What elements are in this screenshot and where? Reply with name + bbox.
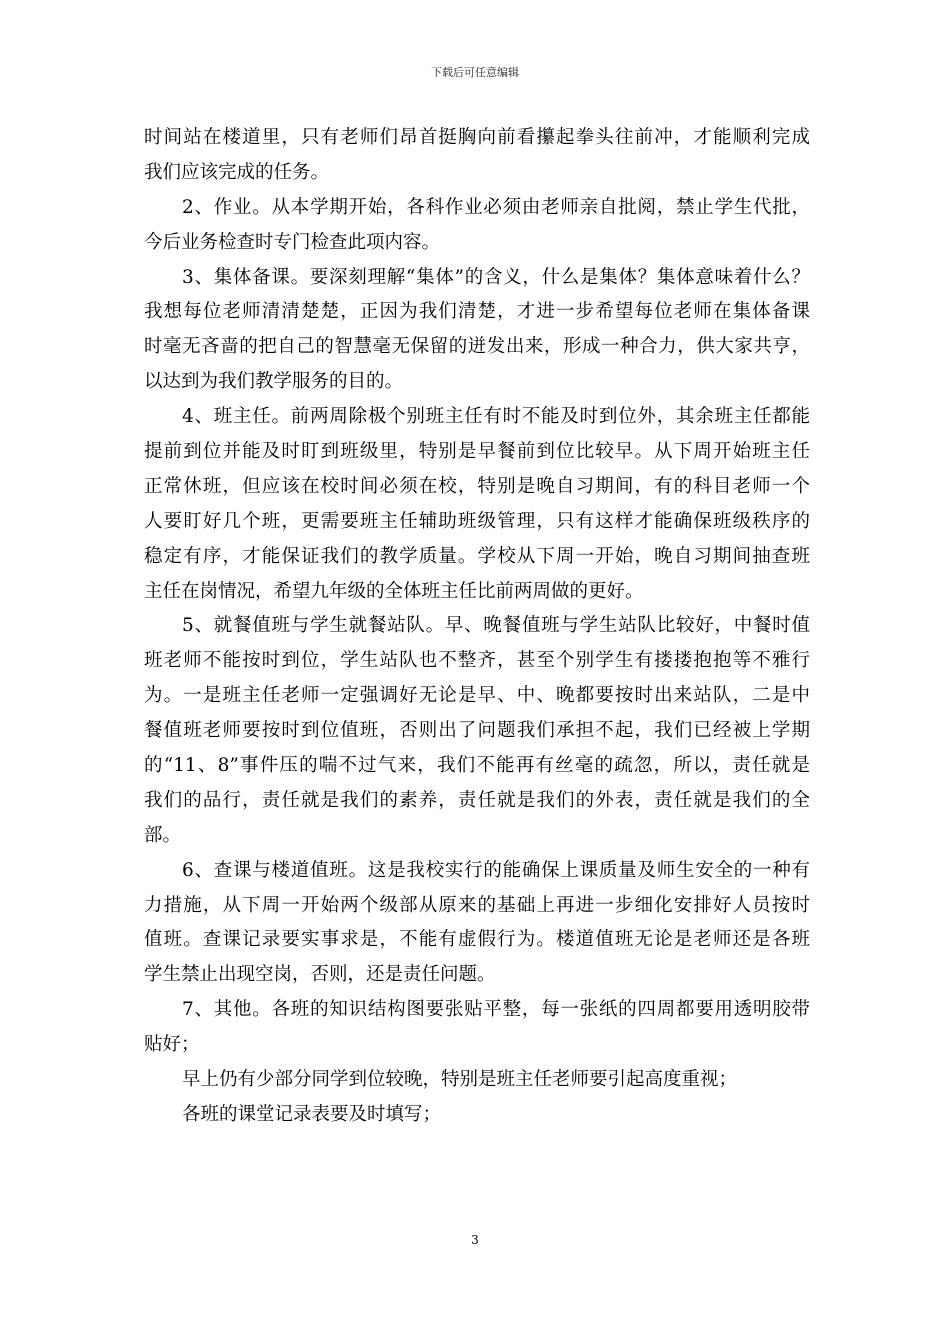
text-line: 时间站在楼道里，只有老师们昂首挺胸向前看攥起拳头往前冲，才能顺利完成 [144,127,810,148]
text-line: 力措施，从下周一开始两个级部从原来的基础上再进一步细化安排好人员按时 [144,894,810,916]
document-body [144,121,810,1133]
text-line: 7、其他。各班的知识结构图要张贴平整，每一张纸的四周都要用透明胶带 [182,999,810,1021]
text-line: 6、查课与楼道值班。这是我校实行的能确保上课质量及师生安全的一种有 [182,859,810,881]
text-line: 早上仍有少部分同学到位较晚，特别是班主任老师要引起高度重视； [182,1069,738,1091]
text-line: 5、就餐值班与学生就餐站队。早、晚餐值班与学生站队比较好，中餐时值 [182,615,810,637]
paragraph [144,609,810,853]
text-line: 我们应该完成的任务。 [144,161,330,183]
text-line: 我们的品行，责任就是我们的素养，责任就是我们的外表，责任就是我们的全 [144,789,810,811]
text-line: 主任在岗情况，希望九年级的全体班主任比前两周做的更好。 [144,580,644,602]
text-line: 贴好； [144,1034,200,1056]
text-line: 的“11、8”事件压的喘不过气来，我们不能再有丝毫的疏忽，所以，责任就是 [144,755,810,777]
text-line: 各班的课堂记录表要及时填写； [182,1103,442,1125]
text-line: 4、班主任。前两周除极个别班主任有时不能及时到位外，其余班主任都能 [182,406,810,428]
paragraph [144,1098,810,1133]
text-line: 部。 [144,824,182,846]
text-line: 以达到为我们教学服务的目的。 [144,371,404,393]
paragraph [144,191,810,261]
paragraph [144,993,810,1063]
text-line: 提前到位并能及时盯到班级里，特别是早餐前到位比较早。从下周开始班主任 [144,441,810,463]
text-line: 餐值班老师要按时到位值班，否则出了问题我们承担不起，我们已经被上学期 [144,720,810,742]
text-line: 人要盯好几个班，更需要班主任辅助班级管理，只有这样才能确保班级秩序的 [144,510,810,532]
paragraph [144,400,810,609]
text-line: 正常休班，但应该在校时间必须在校，特别是晚自习期间，有的科目老师一个 [144,475,810,497]
text-line: 今后业务检查时专门检查此项内容。 [144,231,441,253]
text-line: 2、作业。从本学期开始，各科作业必须由老师亲自批阅，禁止学生代批， [182,196,810,218]
text-line: 时毫无吝啬的把自己的智慧毫无保留的迸发出来，形成一种合力，供大家共亨， [144,336,810,358]
text-line: 值班。查课记录要实事求是，不能有虚假行为。楼道值班无论是老师还是各班 [144,929,810,951]
text-line: 稳定有序，才能保证我们的教学质量。学校从下周一开始，晚自习期间抽查班 [144,545,810,567]
paragraph [144,121,810,191]
paragraph [144,261,810,401]
text-line: 我想每位老师清清楚楚，正因为我们清楚，才进一步希望每位老师在集体备课 [144,301,810,323]
paragraph [144,1063,810,1098]
text-line: 为。一是班主任老师一定强调好无论是早、中、晚都要按时出来站队，二是中 [144,685,810,707]
paragraph [144,854,810,994]
text-line: 3、集体备课。要深刻理解“集体”的含义，什么是集体？集体意味着什么？ [182,266,810,288]
page-number: 3 [471,1233,479,1247]
page-header: 下载后可任意编辑 [431,66,519,79]
text-line: 班老师不能按时到位，学生站队也不整齐，甚至个别学生有搂搂抱抱等不雅行 [144,650,810,672]
text-line: 学生禁止出现空岗，否则，还是责任问题。 [144,964,496,986]
